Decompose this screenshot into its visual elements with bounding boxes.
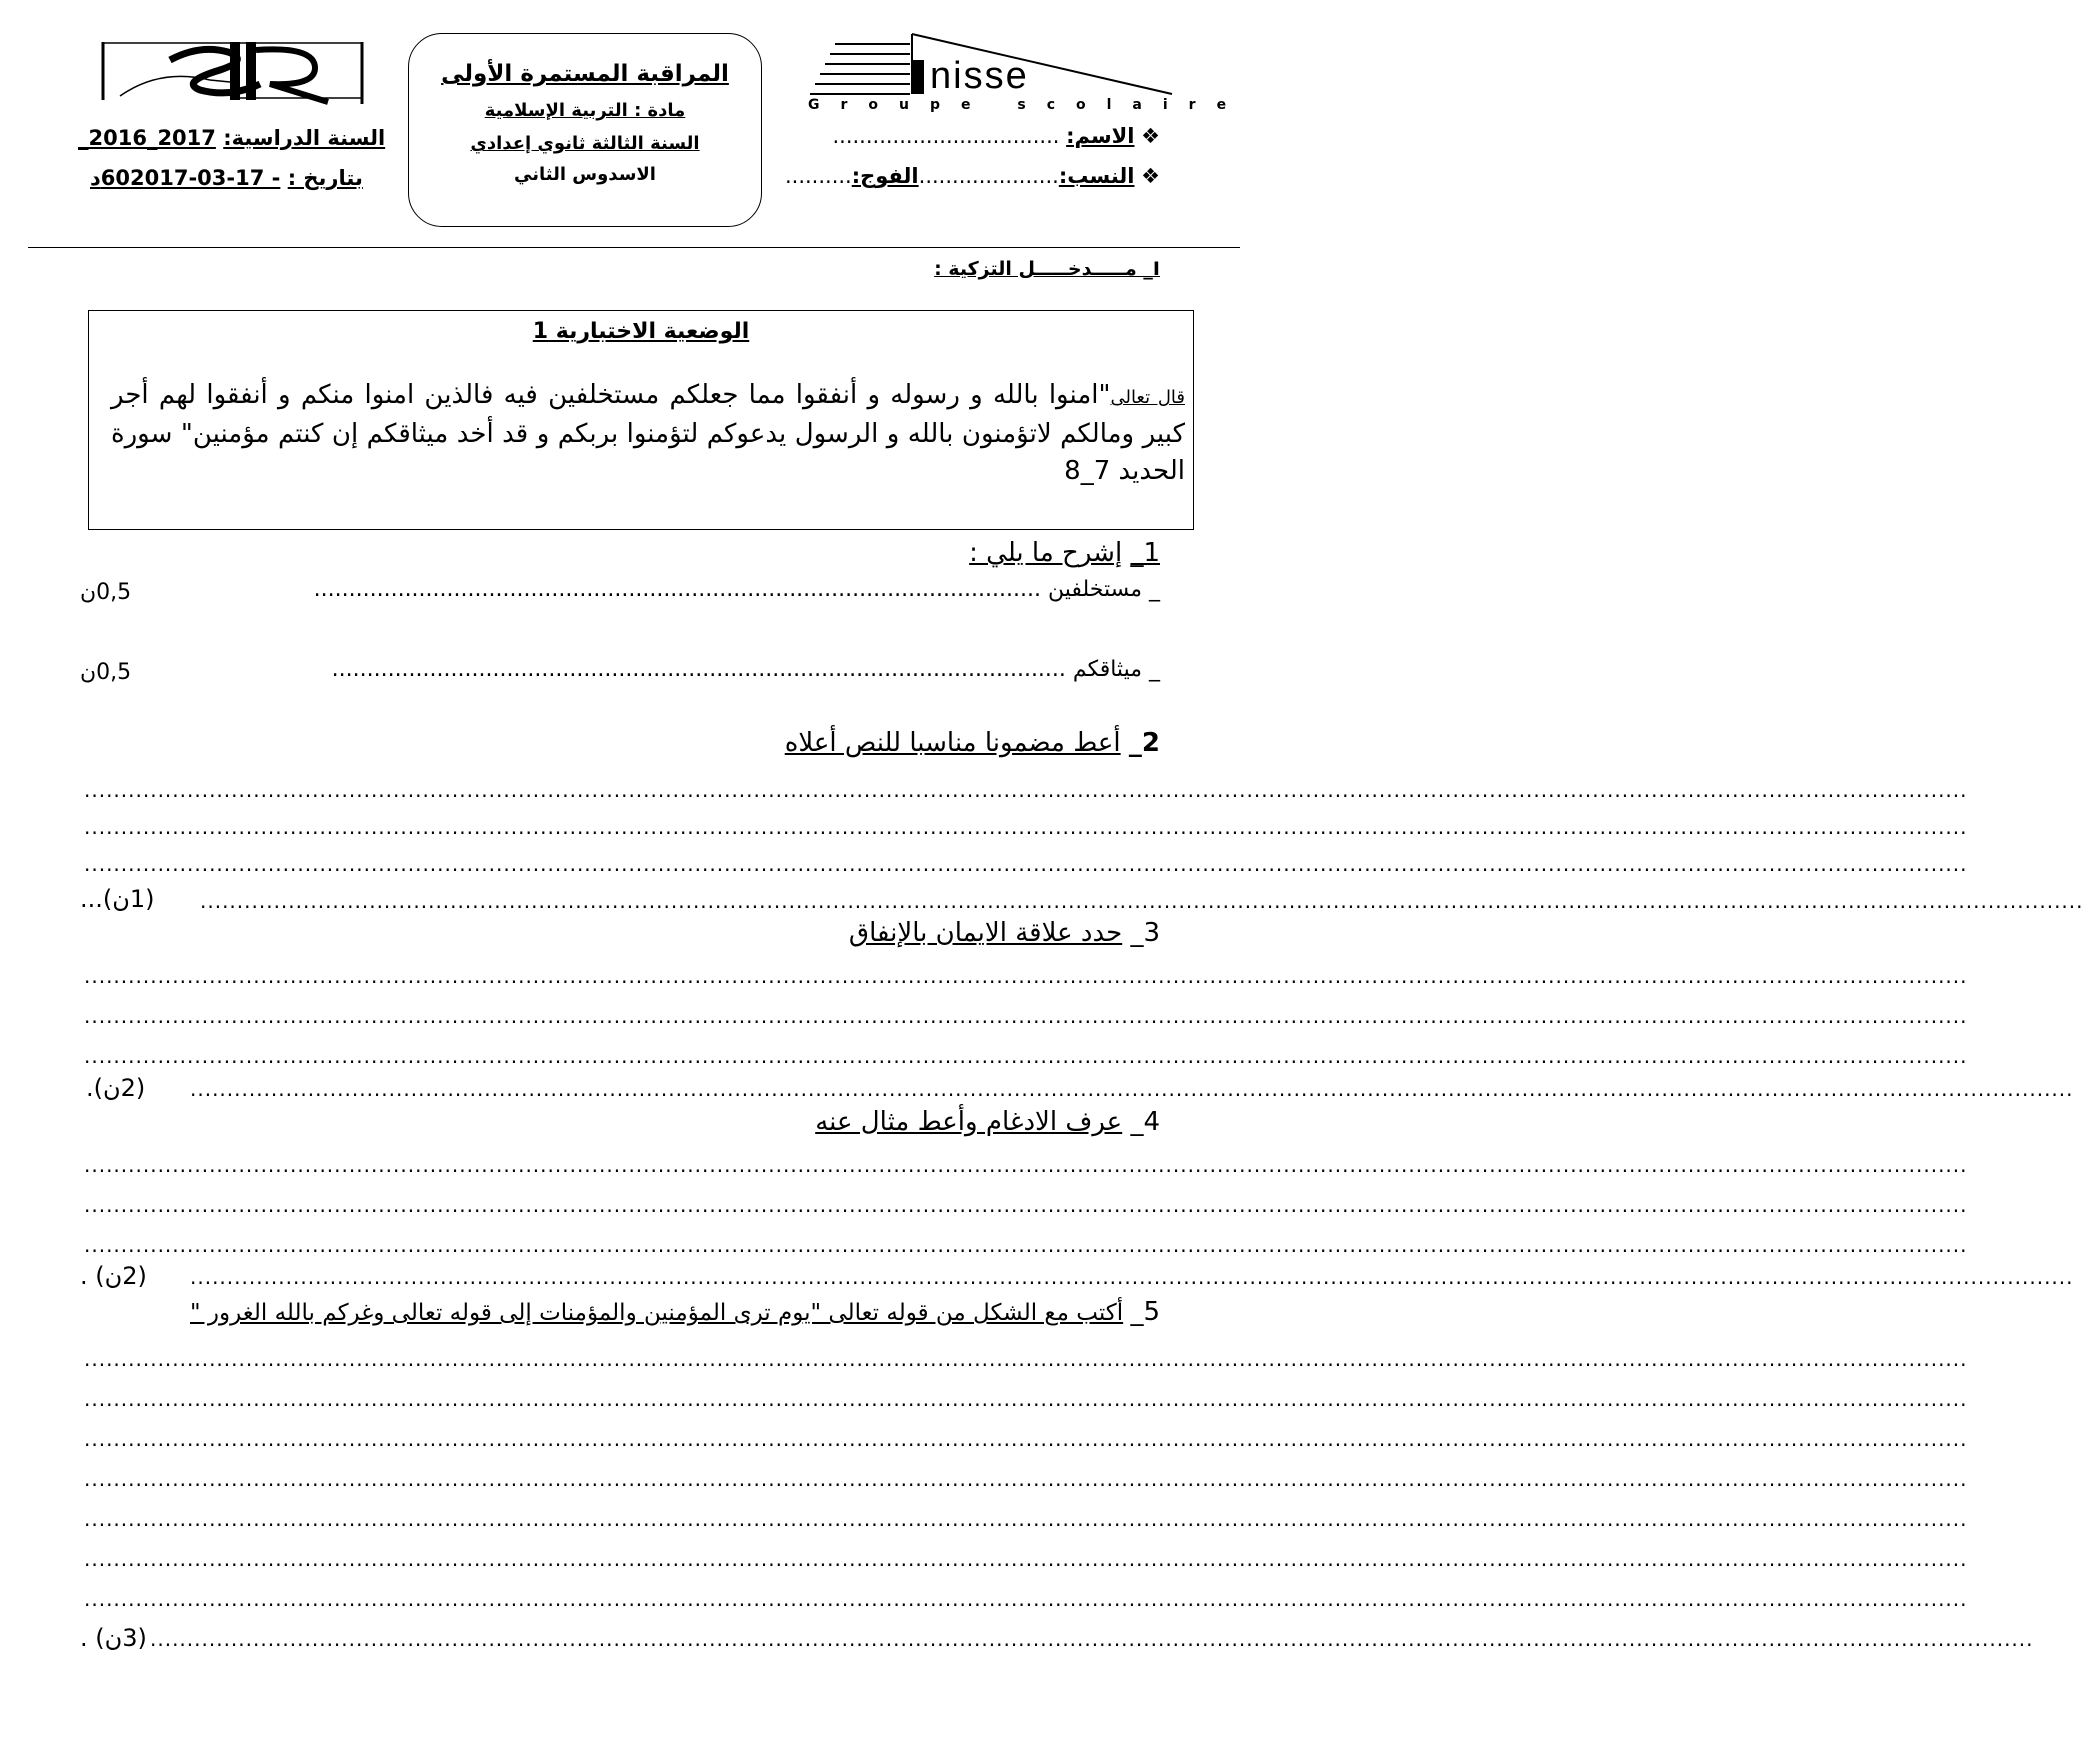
q1-item-2-score: 0,5ن	[80, 660, 132, 685]
question-4-score: (2ن) .	[80, 1262, 147, 1290]
bullet-icon: ❖	[1141, 124, 1160, 148]
answer-line[interactable]	[84, 1506, 1160, 1532]
answer-line[interactable]	[84, 1386, 1160, 1412]
group-label: الفوج:	[851, 164, 919, 188]
answer-line[interactable]	[84, 1232, 1160, 1258]
left-logo	[100, 38, 368, 108]
bullet-icon: ❖	[1141, 164, 1160, 188]
question-2	[785, 728, 1160, 758]
question-2-score: (1ن)...	[80, 885, 155, 913]
q1-item-2	[332, 657, 1160, 682]
question-4-text: عرف الادغام وأعط مثال عنه	[815, 1107, 1123, 1137]
answer-line[interactable]	[84, 1426, 1160, 1452]
group-field[interactable]: ..........	[784, 164, 852, 188]
answer-line[interactable]	[150, 1626, 1160, 1652]
header-divider	[28, 247, 1240, 248]
answer-line[interactable]	[84, 851, 1160, 877]
number-field[interactable]: .....................	[918, 164, 1059, 188]
school-logo-subtitle: Groupe scolaire	[808, 97, 1248, 113]
question-3	[849, 918, 1160, 948]
exam-date-row	[90, 166, 363, 190]
question-3-number: 3_	[1130, 918, 1160, 948]
question-3-score: (2ن).	[86, 1074, 146, 1102]
answer-line[interactable]	[84, 1003, 1160, 1029]
answer-line[interactable]	[84, 1466, 1160, 1492]
question-5-number: 5_	[1130, 1297, 1160, 1327]
school-logo-name: nisse	[930, 55, 1029, 97]
name-label: الاسم:	[1066, 124, 1135, 148]
semester: الاسدوس الثاني	[514, 164, 656, 185]
answer-line[interactable]	[84, 1586, 1160, 1612]
verse-text: "امنوا بالله و رسوله و أنفقوا مما جعلكم مستخلفين فيه فالذين امنوا منكم و أنفقوا لهم أجر كبير ومالكم لاتؤمنون بالله و الرسول يدعوكم لتؤمنوا بربكم و قد أخد ميثاقكم إن كنتم مؤمنين" سورة الحديد 7_8	[111, 380, 1185, 486]
school-year-row	[78, 126, 385, 150]
question-4-number: 4_	[1130, 1107, 1160, 1137]
answer-line[interactable]	[84, 814, 1160, 840]
level: السنة الثالثة ثانوي إعدادي	[470, 133, 700, 154]
number-label: النسب:	[1058, 164, 1135, 188]
situation-text	[111, 377, 1185, 490]
name-field[interactable]: ..................................	[832, 124, 1060, 148]
student-number-row	[785, 164, 1160, 188]
q1-item-1-answer[interactable]: ........................................................................................................	[313, 577, 1041, 602]
year-value: _2016_2017	[78, 126, 216, 150]
verse-intro: قال تعالى	[1110, 387, 1185, 408]
question-5	[190, 1297, 1160, 1327]
school-logo	[800, 28, 1248, 114]
answer-line[interactable]	[84, 1152, 1160, 1178]
situation-title: الوضعية الاختبارية 1	[532, 319, 750, 344]
question-2-number: 2_	[1128, 728, 1160, 758]
question-1	[969, 538, 1160, 568]
answer-line[interactable]	[84, 777, 1160, 803]
q1-item-1	[314, 577, 1160, 602]
date-label: بتاريخ :	[287, 166, 363, 190]
answer-line[interactable]	[84, 1546, 1160, 1572]
date-value: 2017-03-17 -	[130, 166, 281, 190]
duration: 60د	[90, 166, 131, 190]
question-1-text: إشرح ما يلي :	[969, 538, 1123, 568]
section-title: I_ مـــــدخـــــل التزكية :	[934, 258, 1160, 280]
answer-line[interactable]	[190, 1264, 1160, 1290]
situation-box	[88, 310, 1194, 530]
q1-item-1-score: 0,5ن	[80, 580, 132, 605]
subject: مادة : التربية الإسلامية	[484, 100, 686, 121]
answer-line[interactable]	[190, 1076, 1160, 1102]
question-4	[815, 1107, 1160, 1137]
q1-item-2-answer[interactable]: .........................................................................................................	[331, 657, 1066, 682]
question-1-number: 1_	[1130, 538, 1160, 568]
q1-item-2-label: _ ميثاقكم	[1072, 657, 1160, 682]
question-5-text: أكتب مع الشكل من قوله تعالى "يوم ترى المؤمنين والمؤمنات إلى قوله تعالى وغركم بالله الغرور "	[190, 1300, 1124, 1326]
answer-line[interactable]	[84, 1346, 1160, 1372]
answer-line[interactable]	[84, 1043, 1160, 1069]
exam-title: المراقبة المستمرة الأولى	[441, 61, 729, 87]
student-name-row	[832, 124, 1160, 148]
q1-item-1-label: _ مستخلفين	[1047, 577, 1160, 602]
question-5-score: (3ن) .	[80, 1624, 147, 1652]
question-2-text: أعط مضمونا مناسبا للنص أعلاه	[784, 728, 1121, 758]
answer-line[interactable]	[84, 1192, 1160, 1218]
answer-line[interactable]	[84, 963, 1160, 989]
question-3-text: حدد علاقة الايمان بالإنفاق	[848, 918, 1123, 948]
exam-title-box	[408, 33, 762, 227]
year-label: السنة الدراسية:	[223, 126, 386, 150]
answer-line[interactable]	[200, 888, 1160, 914]
